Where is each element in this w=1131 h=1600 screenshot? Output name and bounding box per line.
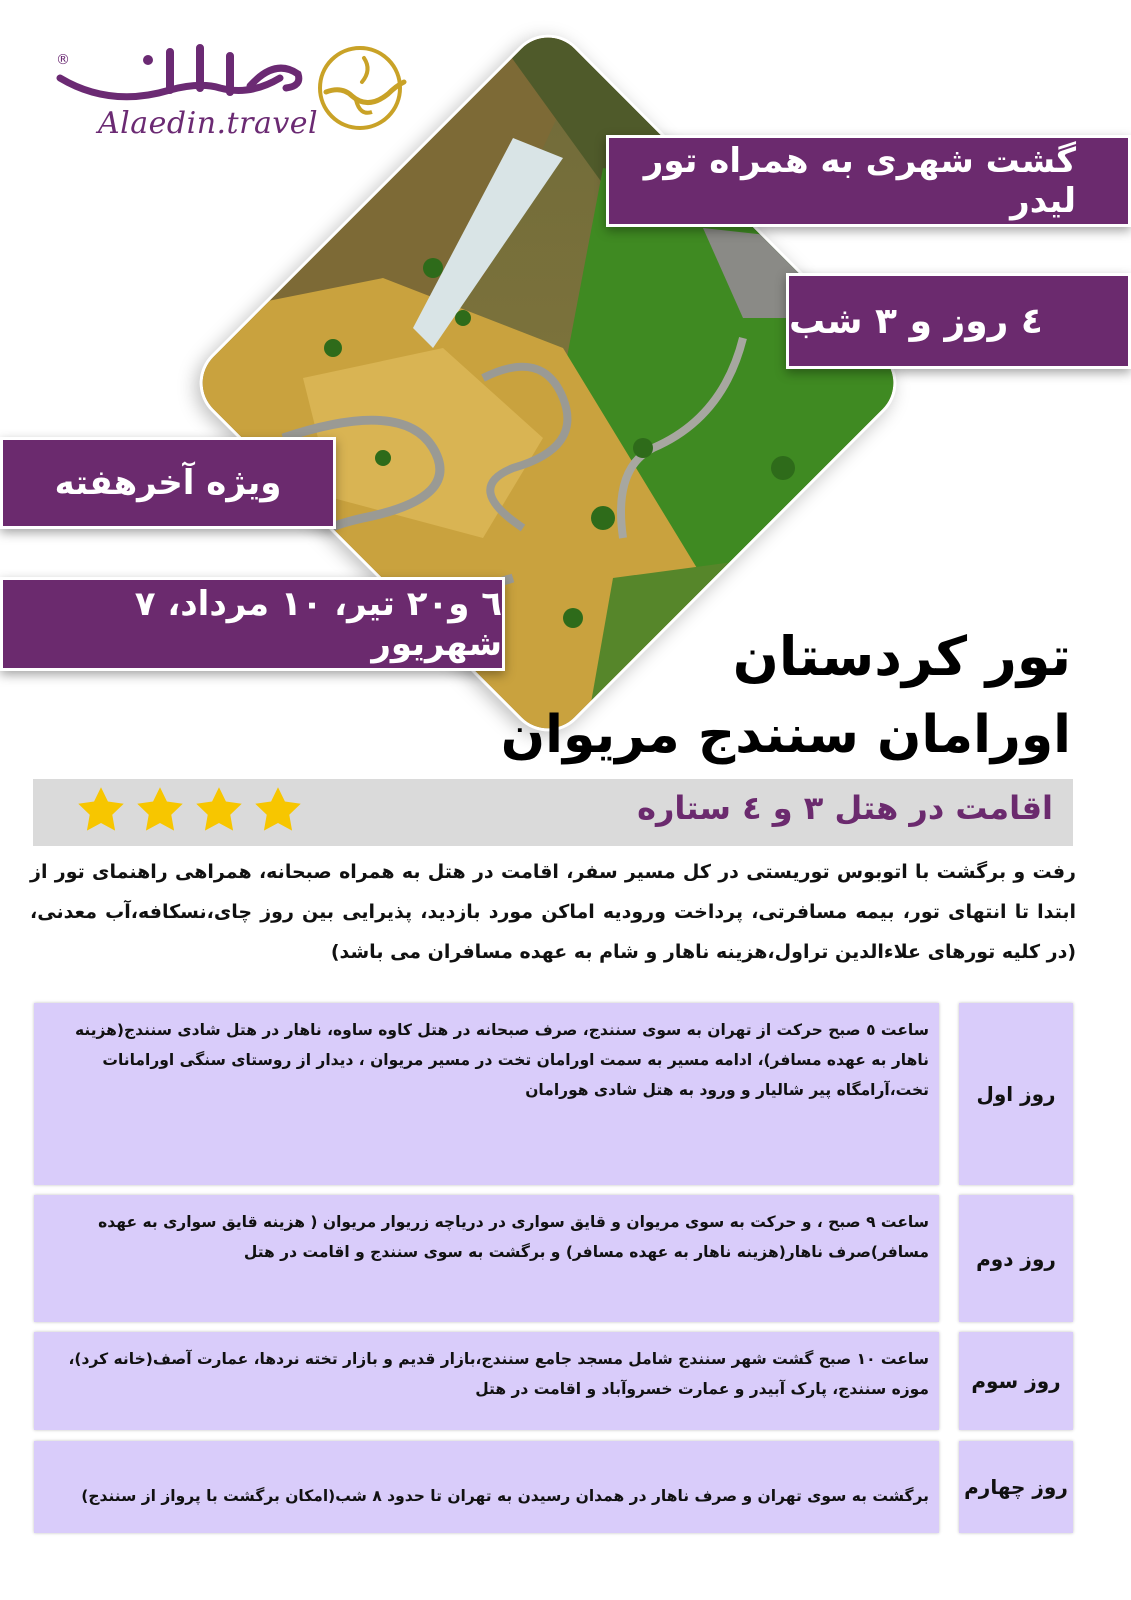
star-icon: [134, 784, 186, 836]
city-tour-banner: [606, 135, 1131, 227]
dates-text: ٦ و٢٠ تیر، ١٠ مرداد، ٧ شهریور: [134, 584, 502, 664]
tour-subtitle: اورامان سنندج مریوان: [500, 705, 1071, 765]
duration-banner: [786, 273, 1131, 369]
star-icon: [252, 784, 304, 836]
day-2-label: روز دوم: [959, 1195, 1073, 1322]
day-4-label: روز چهارم: [959, 1441, 1073, 1533]
duration-text: ٤ روز و ٣ شب: [789, 300, 1043, 342]
star-rating: [75, 784, 304, 836]
day-4-description: برگشت به سوی تهران و صرف ناهار در همدان رسیدن به تهران تا حدود ٨ شب(امکان برگشت با پرواز از سنندج): [34, 1441, 939, 1533]
star-icon: [75, 784, 127, 836]
hotel-label: اقامت در هتل ٣ و ٤ ستاره: [637, 789, 1053, 827]
day-2-description: ساعت ٩ صبح ، و حرکت به سوی مریوان و قایق سواری در دریاچه زریوار مریوان ( هزینه قایق سواری به عهده مسافر)صرف ناهار(هزینه ناهار به عهده مسافر) و برگشت به سوی سنندج و اقامت در هتل: [34, 1195, 939, 1322]
dates-banner: [0, 577, 505, 671]
hotel-bar: [33, 779, 1073, 846]
day-3-description: ساعت ١٠ صبح گشت شهر سنندج شامل مسجد جامع سنندج،بازار قدیم و بازار تخته نردها، عمارت آصف(خانه کرد)، موزه سنندج، پارک آبیدر و عمارت خسروآباد و اقامت در هتل: [34, 1332, 939, 1430]
registered-mark: ®: [56, 52, 70, 68]
tour-title: تور کردستان: [732, 625, 1071, 688]
day-1-label: روز اول: [959, 1003, 1073, 1185]
star-icon: [193, 784, 245, 836]
city-tour-text: گشت شهری به همراه تور لیدر: [643, 141, 1076, 221]
weekend-text: ویژه آخرهفته: [54, 463, 282, 503]
weekend-banner: [0, 437, 336, 529]
logo-latin-name: Alaedin.travel: [98, 106, 319, 141]
day-3-label: روز سوم: [959, 1332, 1073, 1430]
day-1-description: ساعت ٥ صبح حرکت از تهران به سوی سنندج، صرف صبحانه در هتل کاوه ساوه، ناهار در هتل شادی سنندج(هزینه ناهار به عهده مسافر)، ادامه مسیر به سمت اورامان تخت در مسیر مریوان ، دیدار از روستای سنگی اورامانات تخت،آرامگاه پیر شالیار و ورود به هتل شادی هورامان: [34, 1003, 939, 1185]
tour-services-description: رفت و برگشت با اتوبوس توریستی در کل مسیر سفر، اقامت در هتل به همراه صبحانه، همراهی راهنمای تور از ابتدا تا انتهای تور، بیمه مسافرتی، پرداخت ورودیه اماکن مورد بازدید، پذیرایی بین روز چای،نسکافه،آب معدنی،(در کلیه تورهای علاءالدین تراول،هزینه ناهار و شام به عهده مسافران می باشد): [30, 861, 1076, 963]
